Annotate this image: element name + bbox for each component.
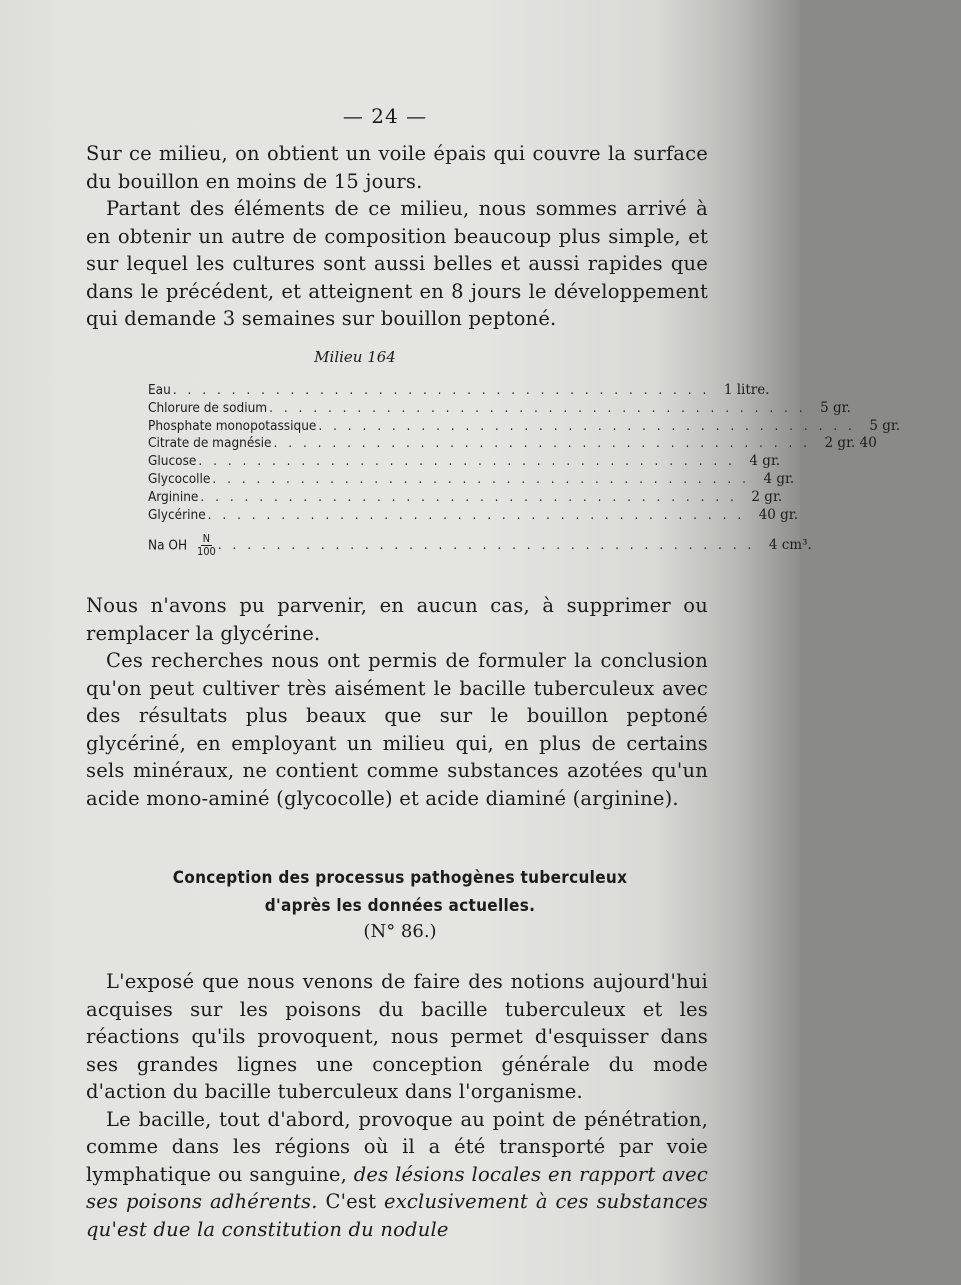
ingredient-name: Glycérine [148,506,206,523]
ingredient-name: Eau [148,382,171,398]
fraction-numerator: N [202,531,211,545]
ingredient-name: Phosphate monopotassique [148,417,317,434]
paragraph [86,1106,708,1244]
paragraph: Partant des éléments de ce milieu, nous sommes arrivé à en obtenir un autre de composition beaucoup plus simple, et sur lequel les cultures sont aussi belles et aussi rapides que dans le précédent, et atteignent en 8 jours le développement qui demande 3 semaines sur bouillon peptoné. [86,197,708,330]
normality-fraction [197,533,216,558]
leader-dots: . . . . . . . . . . . . . . . . . . . . . . . . . . . . . . . . . . . . . [217,537,755,554]
leader-dots: . . . . . . . . . . . . . . . . . . . . . . . . . . . . . . . . . . . . . [273,435,811,452]
ingredient-name: Glucose [148,453,197,470]
leader-dots: . . . . . . . . . . . . . . . . . . . . . . . . . . . . . . . . . . . . . [172,382,710,398]
leader-dots: . . . . . . . . . . . . . . . . . . . . . . . . . . . . . . . . . . . . . [212,470,750,487]
text-block-intro [86,140,708,333]
table-row [148,488,783,507]
table-row [148,382,770,400]
text-block-conclusion [86,592,708,812]
ingredient-quantity: 5 gr. [820,399,851,416]
section-heading-line-2: d'après les données actuelles. [264,896,536,916]
paragraph: L'exposé que nous venons de faire des notions aujourd'hui acquises sur les poisons du bacille tuberculeux et les réactions qu'ils provoquent, nous permet d'esquisser dans ses grandes lignes une conception générale du mode d'action du bacille tuberculeux dans l'organisme. [86,970,708,1103]
leader-dots: . . . . . . . . . . . . . . . . . . . . . . . . . . . . . . . . . . . . . [198,453,736,470]
ingredient-quantity: 5 gr. [869,417,901,434]
ingredient-quantity: 1 litre. [723,382,770,398]
paragraph-text: Le bacille, tout d'abord, provoque au point de pénétration, comme dans les régions où il a été transporté par voie lymphatique ou sanguine, [86,1107,708,1186]
page-number: — 24 — [342,104,428,128]
paragraph: Ces recherches nous ont permis de formuler la conclusion qu'on peut cultiver très aisément le bacille tuberculeux avec des résultats plus beaux que sur le bouillon peptoné glycériné, en employant un milieu qui, en plus de certains sels minéraux, ne contient comme substances azotées qu'un acide mono-aminé (glycocolle) et acide diaminé (arginine). [86,649,708,810]
leader-dots: . . . . . . . . . . . . . . . . . . . . . . . . . . . . . . . . . . . . . [200,488,738,505]
paragraph-text: C'est [325,1190,377,1213]
ingredient-quantity: 40 gr. [758,506,799,523]
ingredient-name [148,533,216,558]
section-reference-number: (N° 86.) [363,921,437,942]
leader-dots: . . . . . . . . . . . . . . . . . . . . . . . . . . . . . . . . . . . . . [269,399,807,416]
ingredient-quantity: 2 gr. [751,488,783,505]
table-row [148,453,781,471]
ingredient-quantity: 2 gr. 40 [824,435,877,452]
leader-dots: . . . . . . . . . . . . . . . . . . . . . . . . . . . . . . . . . . . . . [318,417,856,434]
table-row [148,470,795,489]
ingredient-quantity: 4 gr. [749,453,781,470]
table-row [148,417,901,436]
paragraph: Sur ce milieu, on obtient un voile épais qui couvre la surface du bouillon en moins de 15 jours. [86,142,708,193]
medium-composition-table [148,382,901,564]
ingredient-name: Arginine [148,488,199,505]
ingredient-quantity: 4 cm³. [768,537,812,554]
ingredient-name: Glycocolle [148,470,211,487]
table-row [148,506,799,525]
italic-phrase: des lésions locales en rapport avec ses poisons adhérents. [86,1162,709,1213]
paragraph: Nous n'avons pu parvenir, en aucun cas, à supprimer ou remplacer la glycérine. [86,594,708,645]
leader-dots: . . . . . . . . . . . . . . . . . . . . . . . . . . . . . . . . . . . . . [207,506,745,523]
table-row [148,399,851,418]
medium-title: Milieu 164 [314,348,396,366]
section-heading-line-1: Conception des processus pathogènes tuberculeux [172,868,628,888]
text-block-section [86,968,708,1243]
ingredient-name: Citrate de magnésie [148,435,272,452]
table-row [148,435,877,453]
ingredient-name: Chlorure de sodium [148,399,268,416]
fraction-denominator: 100 [196,544,216,558]
naoh-label: Na OH [148,537,188,554]
table-row-naoh [148,526,812,564]
ingredient-quantity: 4 gr. [763,470,795,487]
italic-phrase: exclusivement à ces substances qu'est due la constitution du nodule [86,1190,708,1241]
